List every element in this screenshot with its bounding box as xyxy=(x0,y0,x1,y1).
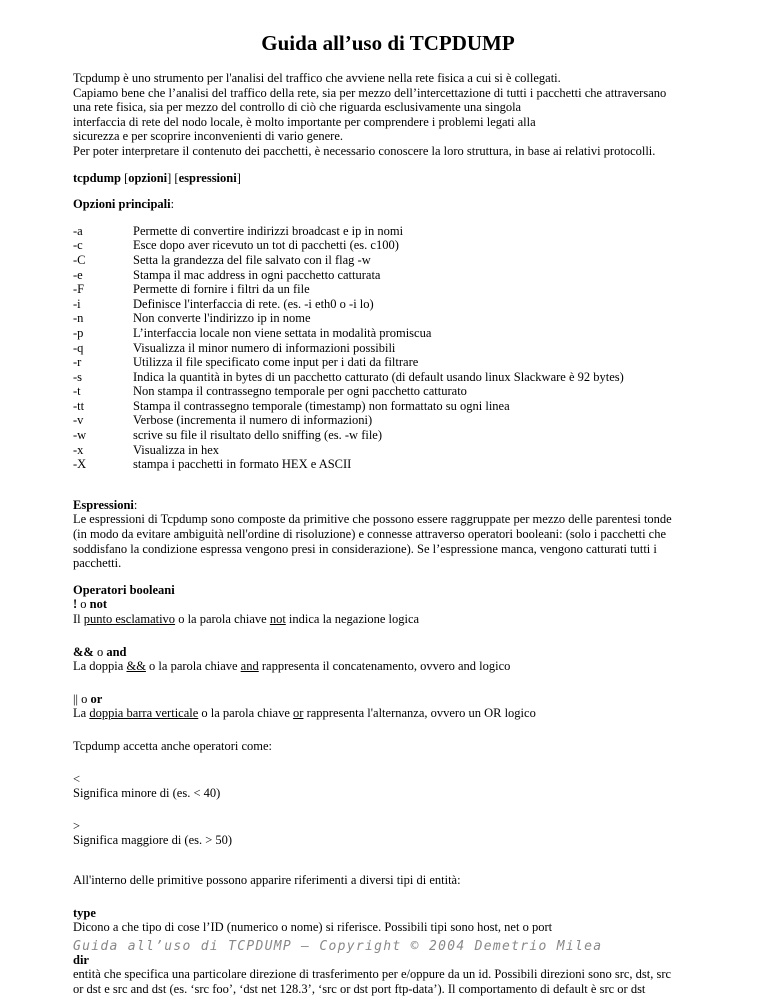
underlined-term: doppia barra verticale xyxy=(89,706,199,721)
text: indica la negazione logica xyxy=(285,612,420,626)
operator-description: Significa minore di (es. < 40) xyxy=(73,786,221,801)
command-syntax xyxy=(73,171,703,186)
entity-description: Dicono a che tipo di cose l’ID (numerico o nome) si riferisce. Possibili tipi sono host, net o port xyxy=(73,920,553,935)
underlined-term: and xyxy=(240,659,259,674)
entity-description-line: entità che specifica una particolare direzione di trasferimento per e/oppure da un id. Possibili direzioni sono src, dst, src xyxy=(73,967,672,982)
options-heading xyxy=(73,197,703,212)
option-flag: -F xyxy=(73,282,85,297)
operator-keyword: and xyxy=(106,644,127,659)
operator-greater-than xyxy=(73,819,703,848)
options-list xyxy=(73,224,703,472)
entities-intro: All'interno delle primitive possono apparire riferimenti a diversi tipi di entità: xyxy=(73,872,461,887)
operator-and xyxy=(73,645,703,674)
option-description: Permette di fornire i filtri da un file xyxy=(133,282,310,297)
option-flag: -X xyxy=(73,457,87,472)
option-flag: -t xyxy=(73,384,81,399)
operator-symbol: > xyxy=(73,818,81,833)
intro-line: Tcpdump è uno strumento per l'analisi del traffico che avviene nella rete fisica a cui si è collegati. xyxy=(73,71,561,85)
colon: : xyxy=(170,197,175,212)
operator-symbol: ! xyxy=(73,597,78,612)
operator-or-word: o xyxy=(93,644,107,659)
syntax-bracket: ] xyxy=(236,170,241,185)
syntax-bracket: [ xyxy=(120,170,129,185)
option-description: Stampa il mac address in ogni pacchetto catturata xyxy=(133,267,381,282)
text: rappresenta il concatenamento, ovvero and logico xyxy=(258,659,511,674)
underlined-term: punto esclamativo xyxy=(83,612,176,626)
boolean-heading xyxy=(73,583,703,598)
option-flag: -tt xyxy=(73,398,85,413)
option-description: scrive su file il risultato dello sniffing (es. -w file) xyxy=(133,428,383,443)
expressions-paragraph xyxy=(73,512,703,570)
operator-symbol: && xyxy=(73,644,94,659)
option-flag: -v xyxy=(73,413,84,428)
intro-line: Per poter interpretare il contenuto dei pacchetti, è necessario conoscere la loro struttura, in base ai relativi protocolli. xyxy=(73,143,656,158)
option-flag: -x xyxy=(73,442,84,457)
entity-type xyxy=(73,906,703,935)
operator-description: Significa maggiore di (es. > 50) xyxy=(73,833,233,848)
option-description: Indica la quantità in bytes di un pacchetto catturato (di default usando linux Slackware è 92 bytes) xyxy=(133,369,624,384)
entity-dir xyxy=(73,953,703,997)
entity-keyword: dir xyxy=(73,952,89,967)
option-flag: -p xyxy=(73,325,84,340)
option-flag: -n xyxy=(73,311,84,326)
expressions-line: pacchetti. xyxy=(73,556,122,571)
option-flag: -C xyxy=(73,252,86,267)
page-title: Guida all’uso di TCPDUMP xyxy=(261,31,515,55)
colon: : xyxy=(133,497,138,512)
operator-keyword: not xyxy=(89,597,108,612)
option-flag: -q xyxy=(73,340,84,355)
option-description: Permette di convertire indirizzi broadcast e ip in nomi xyxy=(133,223,404,238)
option-flag: -c xyxy=(73,238,83,253)
operator-not xyxy=(73,597,703,626)
syntax-command: tcpdump xyxy=(73,170,121,185)
operator-keyword: or xyxy=(90,691,103,706)
text: o la parola chiave xyxy=(198,706,294,721)
option-flag: -a xyxy=(73,223,83,238)
expressions-line: Le espressioni di Tcpdump sono composte da primitive che possono essere raggruppate per mezzo delle parentesi tonde xyxy=(73,512,672,527)
intro-line: una rete fisica, sia per mezzo del controllo di ciò che riguarda esclusivamente una singola xyxy=(73,100,522,115)
text: Il xyxy=(73,612,84,626)
option-description: Utilizza il file specificato come input per i dati da filtrare xyxy=(133,355,419,370)
underlined-term: && xyxy=(126,659,146,674)
expressions-line: (in modo da evitare ambiguità nell'ordine di risoluzione) e connesse attraverso operatori booleani: (solo i pacchetti che xyxy=(73,527,667,542)
option-flag: -e xyxy=(73,267,83,282)
option-flag: -i xyxy=(73,296,81,311)
intro-paragraph xyxy=(73,71,703,159)
syntax-bracket: ] [ xyxy=(167,170,179,185)
syntax-options: opzioni xyxy=(128,170,168,185)
expressions-heading-label: Espressioni xyxy=(73,497,134,512)
option-description: L’interfaccia locale non viene settata in modalità promiscua xyxy=(133,325,432,340)
option-description: stampa i pacchetti in formato HEX e ASCII xyxy=(133,457,352,472)
option-description: Stampa il contrassegno temporale (timestamp) non formattato su ogni linea xyxy=(133,398,510,413)
underlined-term: not xyxy=(269,612,286,626)
option-description: Setta la grandezza del file salvato con il flag -w xyxy=(133,252,371,267)
text: La doppia xyxy=(73,659,127,674)
also-operators-text: Tcpdump accetta anche operatori come: xyxy=(73,738,273,753)
option-description: Esce dopo aver ricevuto un tot di pacchetti (es. c100) xyxy=(133,238,399,253)
option-flag: -w xyxy=(73,428,87,443)
intro-line: sicurezza e per scoprire inconvenienti di vario genere. xyxy=(73,129,344,144)
entity-description-line: or dst e src and dst (es. ‘src foo’, ‘dst net 128.3’, ‘src or dst port ftp-data’). Il comportamento di default è src or dst xyxy=(73,981,646,996)
text: rappresenta l'alternanza, ovvero un OR logico xyxy=(303,706,536,721)
operator-less-than xyxy=(73,772,703,801)
expressions-line: soddisfano la condizione espressa vengono presi in considerazione). Se l’espressione manca, vengono catturati tutti i xyxy=(73,541,657,556)
operator-or-word: o xyxy=(78,691,91,706)
intro-line: interfaccia di rete del nodo locale, è molto importante per comprendere i problemi legati alla xyxy=(73,114,536,129)
operator-symbol: || xyxy=(73,691,79,706)
option-flag: -r xyxy=(73,355,82,370)
text: La xyxy=(73,706,90,721)
option-flag: -s xyxy=(73,369,83,384)
page-footer: Guida all’uso di TCPDUMP – Copyright © 2004 Demetrio Milea xyxy=(73,939,603,954)
boolean-heading-label: Operatori booleani xyxy=(73,582,175,597)
operator-symbol: < xyxy=(73,771,81,786)
syntax-expressions: espressioni xyxy=(178,170,237,185)
expressions-heading xyxy=(73,498,703,513)
operator-or xyxy=(73,692,703,721)
option-description: Visualizza il minor numero di informazioni possibili xyxy=(133,340,396,355)
option-description: Non stampa il contrassegno temporale per ogni pacchetto catturato xyxy=(133,384,467,399)
operator-or-word: o xyxy=(77,597,90,612)
text: o la parola chiave xyxy=(145,659,241,674)
text: o la parola chiave xyxy=(175,612,270,626)
option-description: Verbose (incrementa il numero di informazioni) xyxy=(133,413,373,428)
intro-line: Capiamo bene che l’analisi del traffico della rete, sia per mezzo dell’intercettazione di tutti i pacchetti che attraversano xyxy=(73,85,667,100)
entity-keyword: type xyxy=(73,905,96,920)
option-description: Definisce l'interfaccia di rete. (es. -i eth0 o -i lo) xyxy=(133,296,374,311)
document-page xyxy=(73,30,703,997)
option-description: Visualizza in hex xyxy=(133,442,220,457)
options-heading-label: Opzioni principali xyxy=(73,197,171,212)
underlined-term: or xyxy=(293,706,304,721)
option-description: Non converte l'indirizzo ip in nome xyxy=(133,311,311,326)
